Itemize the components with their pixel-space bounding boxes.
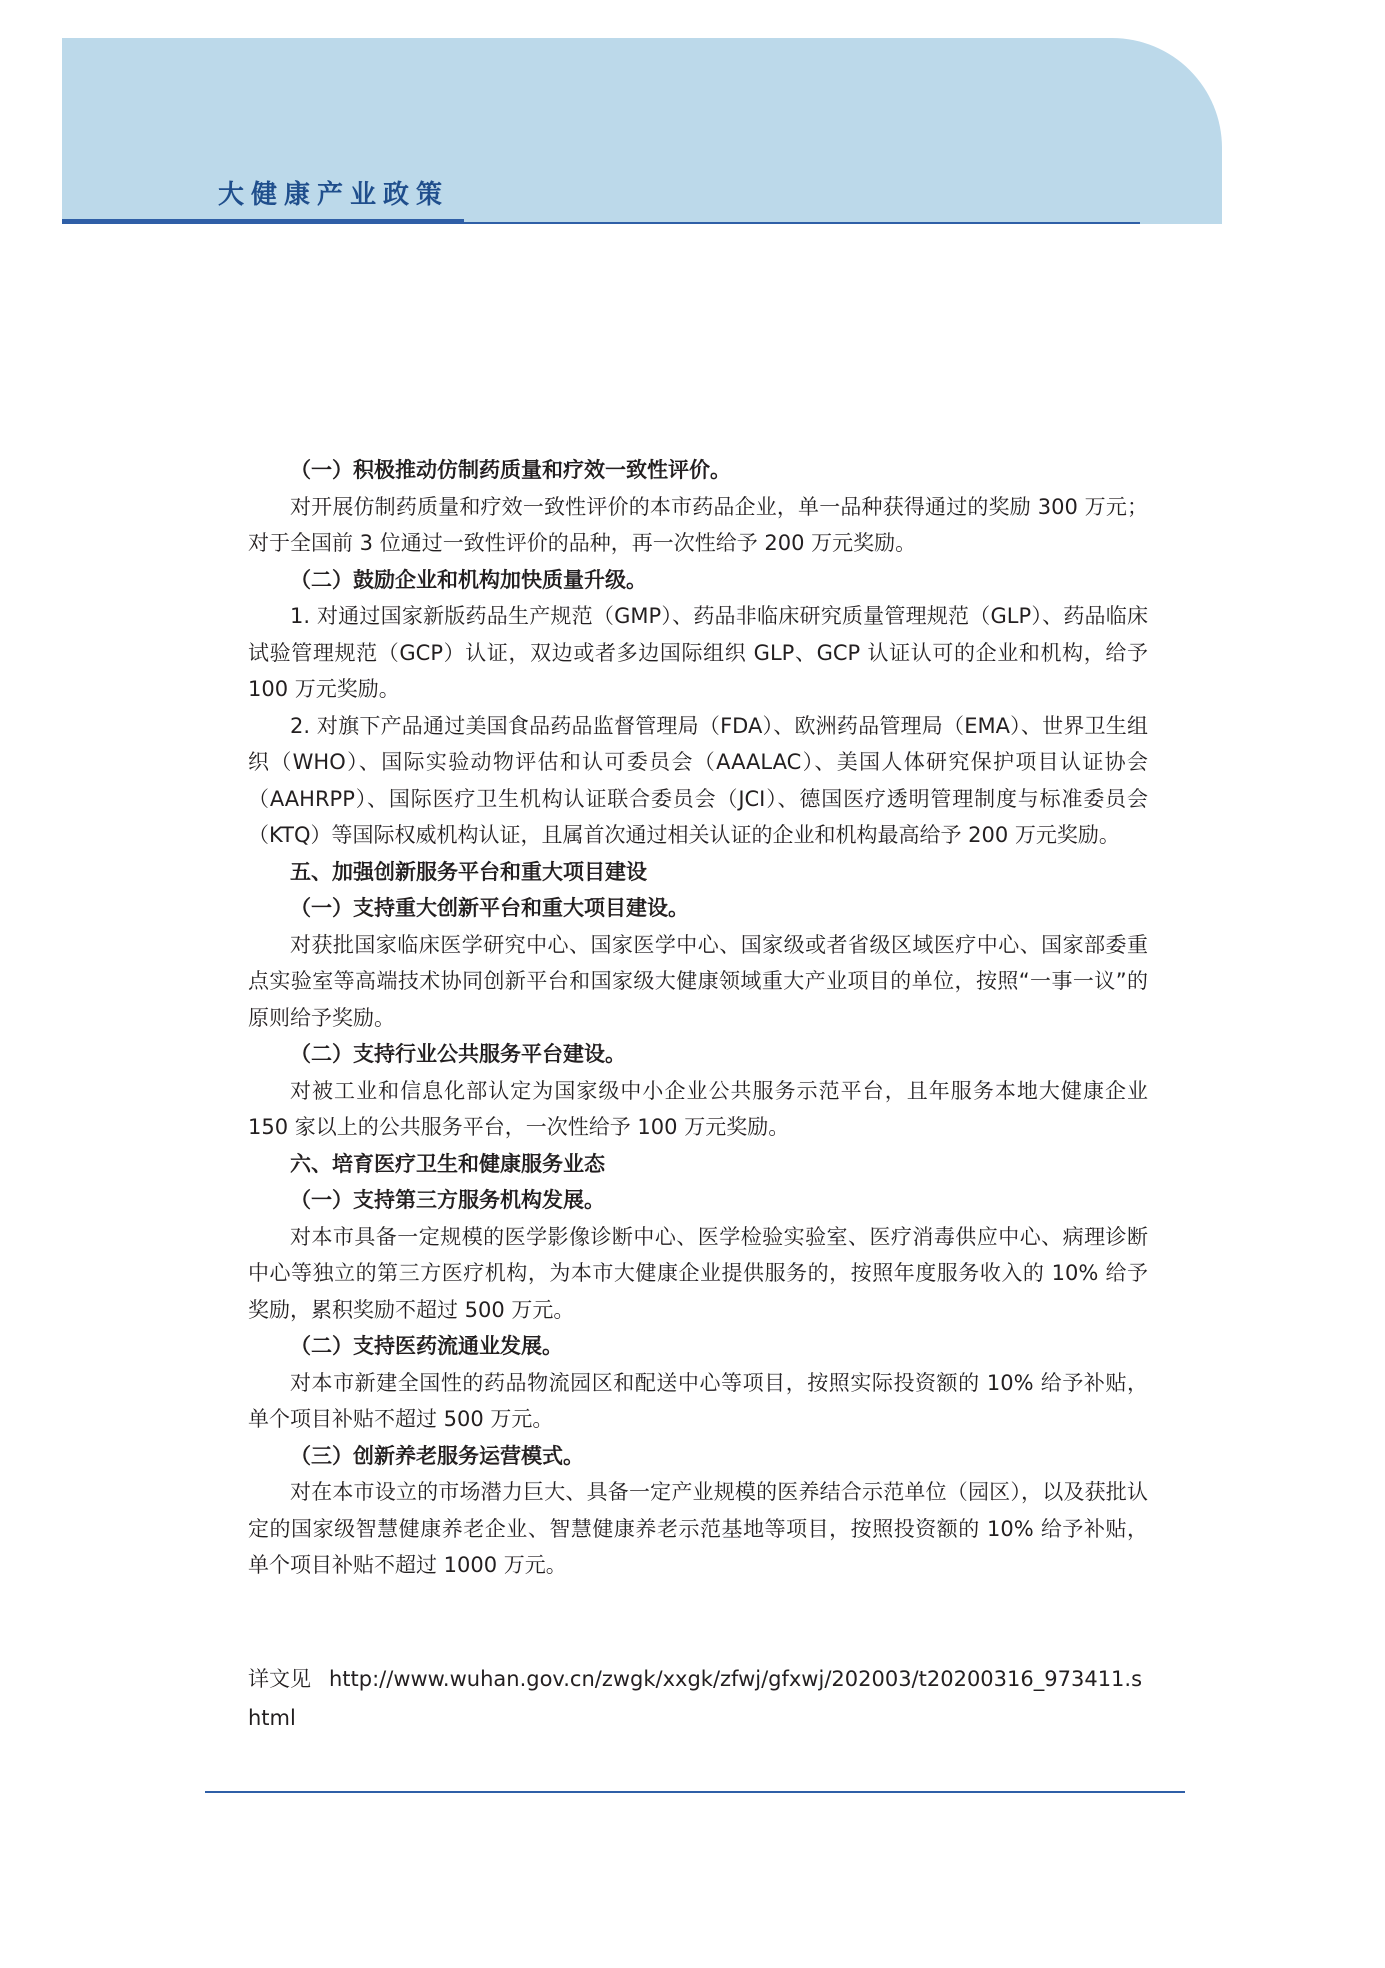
subheading: （二）支持医药流通业发展。 <box>290 1334 563 1358</box>
paragraph: 对开展仿制药质量和疗效一致性评价的本市药品企业，单一品种获得通过的奖励 300 万元；对于全国前 3 位通过一致性评价的品种，再一次性给予 200 万元奖励。 <box>248 494 1148 555</box>
paragraph: 对本市具备一定规模的医学影像诊断中心、医学检验实验室、医疗消毒供应中心、病理诊断中心等独立的第三方医疗机构，为本市大健康企业提供服务的，按照年度服务收入的 10% 给予奖励，累积奖励不超过 500 万元。 <box>248 1224 1148 1322</box>
subheading: （三）创新养老服务运营模式。 <box>290 1443 584 1468</box>
article-body <box>248 452 1148 1584</box>
paragraph: 对被工业和信息化部认定为国家级中小企业公共服务示范平台，且年服务本地大健康企业 150 家以上的公共服务平台，一次性给予 100 万元奖励。 <box>248 1078 1148 1139</box>
footer-divider <box>205 1791 1185 1793</box>
subheading: （一）积极推动仿制药质量和疗效一致性评价。 <box>290 458 731 482</box>
section-heading: 六、培育医疗卫生和健康服务业态 <box>290 1151 605 1176</box>
header-underline <box>464 222 1140 224</box>
subheading: （二）支持行业公共服务平台建设。 <box>290 1042 626 1066</box>
section-title: 大健康产业政策 <box>218 180 450 210</box>
paragraph: 对获批国家临床医学研究中心、国家医学中心、国家级或者省级区域医疗中心、国家部委重点实验室等高端技术协同创新平台和国家级大健康领域重大产业项目的单位，按照“一事一议”的原则给予奖励。 <box>248 932 1148 1030</box>
header-underline-accent <box>62 219 464 224</box>
subheading: （二）鼓励企业和机构加快质量升级。 <box>290 567 647 592</box>
reference-url[interactable]: http://www.wuhan.gov.cn/zwgk/xxgk/zfwj/gfxwj/202003/t20200316_973411.shtml <box>248 1667 1143 1730</box>
reference-note <box>248 1660 1148 1738</box>
reference-label: 详文见 <box>248 1667 311 1691</box>
paragraph: 1. 对通过国家新版药品生产规范（GMP）、药品非临床研究质量管理规范（GLP）、药品临床试验管理规范（GCP）认证，双边或者多边国际组织 GLP、GCP 认证认可的企业和机构，给予 100 万元奖励。 <box>248 604 1148 701</box>
paragraph: 2. 对旗下产品通过美国食品药品监督管理局（FDA）、欧洲药品管理局（EMA）、世界卫生组织（WHO）、国际实验动物评估和认可委员会（AAALAC）、美国人体研究保护项目认证协会（AAHRPP）、国际医疗卫生机构认证联合委员会（JCI）、德国医疗透明管理制度与标准委员会（KTQ）等国际权威机构认证，且属首次通过相关认证的企业和机构最高给予 200 万元奖励。 <box>248 713 1148 847</box>
subheading: （一）支持第三方服务机构发展。 <box>290 1188 605 1212</box>
section-heading: 五、加强创新服务平台和重大项目建设 <box>290 859 647 884</box>
paragraph: 对本市新建全国性的药品物流园区和配送中心等项目，按照实际投资额的 10% 给予补贴，单个项目补贴不超过 500 万元。 <box>248 1370 1148 1431</box>
paragraph: 对在本市设立的市场潜力巨大、具备一定产业规模的医养结合示范单位（园区），以及获批认定的国家级智慧健康养老企业、智慧健康养老示范基地等项目，按照投资额的 10% 给予补贴，单个项目补贴不超过 1000 万元。 <box>248 1480 1148 1577</box>
subheading: （一）支持重大创新平台和重大项目建设。 <box>290 896 689 920</box>
